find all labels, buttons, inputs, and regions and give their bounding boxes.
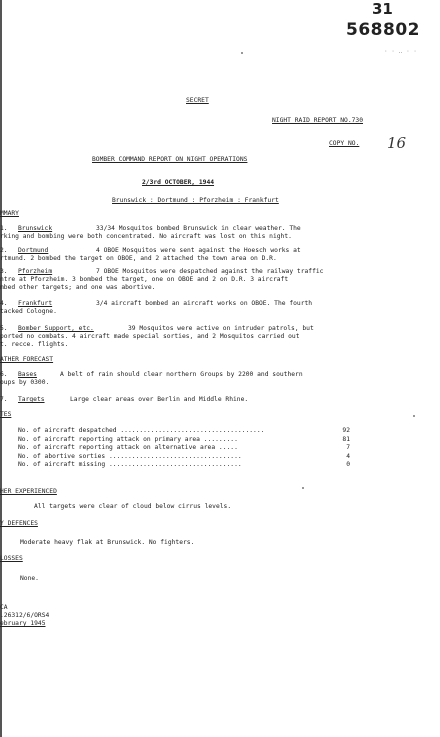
para-title: Pforzheim xyxy=(18,268,53,275)
stats-row xyxy=(18,427,358,436)
para-line: t. recce. flights. xyxy=(0,341,69,348)
stats-row xyxy=(18,436,358,445)
stats-value: 4 xyxy=(346,452,350,460)
para-title: Bomber Support, etc. xyxy=(18,325,94,332)
losses-text: None. xyxy=(20,575,39,582)
para-line: 33/34 Mosquitos bombed Brunswick in clear weather. The xyxy=(96,225,301,232)
para-line: rtmund. 2 bombed the target on OBOE, and 2 attached the town area on D.R. xyxy=(0,255,277,262)
document-number: 31 xyxy=(372,0,393,18)
stats-label: No. of abortive sorties ................................... xyxy=(18,452,242,460)
para-line: 3/4 aircraft bombed an aircraft works on OBOE. The fourth xyxy=(96,300,313,307)
para-title: Frankfurt xyxy=(18,300,53,307)
stats-value: 81 xyxy=(342,435,350,443)
para-number: 2. xyxy=(0,247,8,254)
para-number: 7. xyxy=(0,396,8,403)
para-title: Targets xyxy=(18,396,45,403)
forecast-heading: ATHER FORECAST xyxy=(0,356,54,363)
stats-table xyxy=(18,427,358,470)
defences-heading: Y DEFENCES xyxy=(0,520,38,527)
footer-ref: .26312/6/ORS4 xyxy=(0,612,50,619)
para-title: Bases xyxy=(18,371,37,378)
para-line: ntre at Pforzheim. 3 bombed the target, one on OBOE and 2 on D.R. 3 aircraft xyxy=(0,276,289,283)
para-number: 5. xyxy=(0,325,8,332)
stats-label: No. of aircraft reporting attack on alternative area ..... xyxy=(18,444,238,452)
faint-stamp: · · ‥ · · xyxy=(384,48,417,55)
defences-text: Moderate heavy flak at Brunswick. No fighters. xyxy=(20,539,195,546)
classification: SECRET xyxy=(186,97,209,104)
stats-row xyxy=(18,461,358,470)
para-line: rking and bombing were both concentrated. No aircraft was lost on this night. xyxy=(0,233,292,240)
para-line: tacked Cologne. xyxy=(0,308,57,315)
para-number: 6. xyxy=(0,371,8,378)
summary-heading: MMARY xyxy=(0,210,19,217)
stats-value: 0 xyxy=(346,461,350,469)
losses-heading: LOSSES xyxy=(0,555,23,562)
para-line: 4 OBOE Mosquitos were sent against the Hoesch works at xyxy=(96,247,301,254)
para-line: ported no combats. 4 aircraft made special sorties, and 2 Mosquitos carried out xyxy=(0,333,300,340)
para-title: Dortmund xyxy=(18,247,49,254)
report-number: NIGHT RAID REPORT NO.730 xyxy=(272,117,363,124)
stats-value: 7 xyxy=(346,444,350,452)
footer-ref-prefix: CA xyxy=(0,604,8,611)
stats-label: No. of aircraft reporting attack on primary area ......... xyxy=(18,435,238,443)
report-title: BOMBER COMMAND REPORT ON NIGHT OPERATIONS xyxy=(92,156,248,163)
stats-value: 92 xyxy=(342,427,350,434)
stats-row xyxy=(18,453,358,462)
para-line: 39 Mosquitos were active on intruder patrols, but xyxy=(128,325,314,332)
scan-speck xyxy=(241,52,243,54)
para-line: Large clear areas over Berlin and Middle Rhine. xyxy=(70,396,249,403)
para-number: 3. xyxy=(0,268,8,275)
stats-heading: TES xyxy=(0,411,12,418)
copy-label: COPY NO. xyxy=(329,140,360,147)
para-number: 4. xyxy=(0,300,8,307)
para-title: Brunswick xyxy=(18,225,53,232)
para-line: 7 OBOE Mosquitos were despatched against the railway traffic xyxy=(96,268,324,275)
targets-line: Brunswick : Dortmund : Pforzheim : Frankfurt xyxy=(112,197,279,204)
weather-experienced-heading: HER EXPERIENCED xyxy=(0,488,57,495)
stats-label: No. of aircraft despatched ...................................... xyxy=(18,427,265,434)
para-number: 1. xyxy=(0,225,8,232)
scan-speck xyxy=(302,487,304,489)
para-line: A belt of rain should clear northern Groups by 2200 and southern xyxy=(60,371,303,378)
serial-number: 568802 xyxy=(346,20,420,40)
report-date: 2/3rd OCTOBER, 1944 xyxy=(142,179,215,186)
footer-date: ebruary 1945 xyxy=(0,620,46,627)
stats-label: No. of aircraft missing ................................... xyxy=(18,461,242,469)
para-line: mbed other targets; and one was abortive. xyxy=(0,284,156,291)
para-line: oups by 0300. xyxy=(0,379,50,386)
copy-number: 16 xyxy=(387,134,407,152)
scan-speck xyxy=(413,415,415,417)
stats-row xyxy=(18,444,358,453)
weather-experienced-text: All targets were clear of cloud below cirrus levels. xyxy=(34,503,232,510)
